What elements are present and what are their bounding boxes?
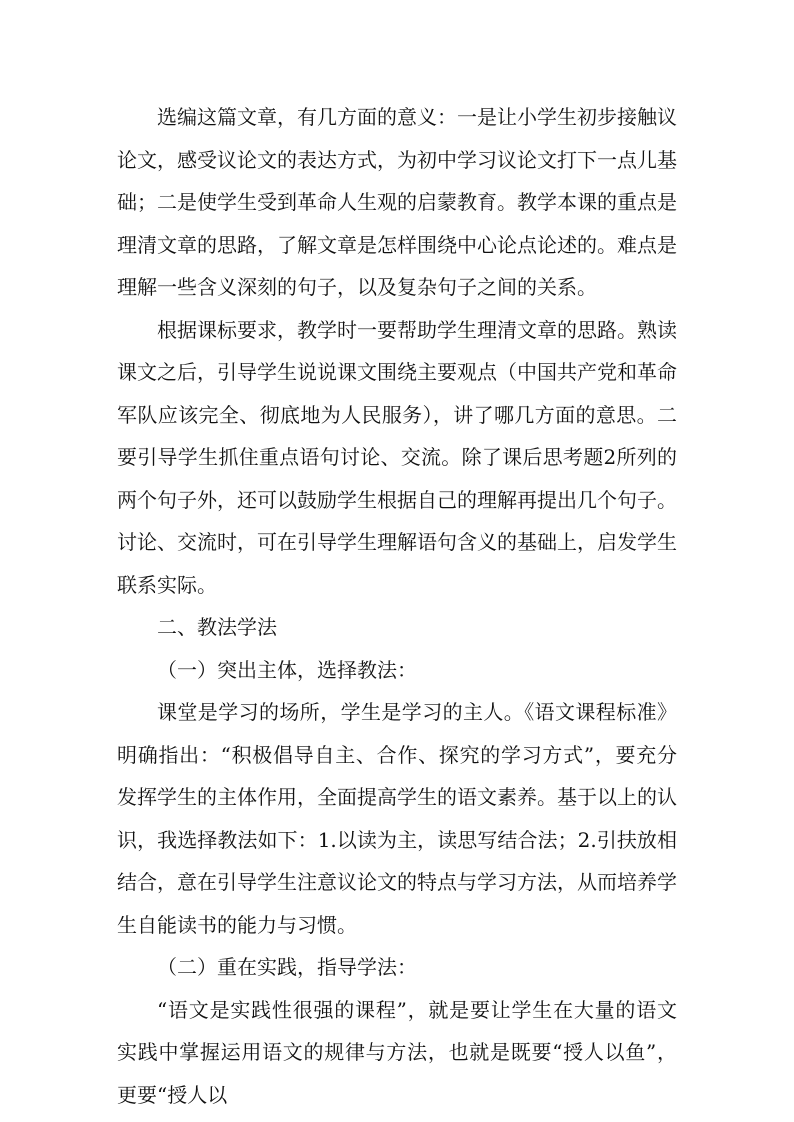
paragraph-significance: 选编这篇文章，有几方面的意义：一是让小学生初步接触议论文，感受议论文的表达方式，为初中学习议论文打下一点儿基础；二是使学生受到革命人生观的启蒙教育。教学本课的重点是理清文章的思路，了解文章是怎样围绕中心论点论述的。难点是理解一些含义深刻的句子，以及复杂句子之间的关系。 bbox=[117, 105, 677, 299]
paragraph-teaching-method: 课堂是学习的场所，学生是学习的主人。《语文课程标准》明确指出：“积极倡导自主、合作、探究的学习方式”，要充分发挥学生的主体作用，全面提高学生的语文素养。基于以上的认识，我选择教法如下：1.以读为主，读思写结合法；2.引扶放相结合，意在引导学生注意议论文的特点与学习方法，从而培养学生自能读书的能力与习惯。 bbox=[117, 700, 677, 937]
paragraph-learning-method: “语文是实践性很强的课程”，就是要让学生在大量的语文实践中掌握运用语文的规律与方法，也就是既要“授人以鱼”，更要“授人以 bbox=[117, 997, 677, 1107]
subheading-learning-method: （二）重在实践，指导学法： bbox=[157, 955, 417, 979]
paragraph-teaching-requirements: 根据课标要求，教学时一要帮助学生理清文章的思路。熟读课文之后，引导学生说说课文围绕主要观点（中国共产党和革命军队应该完全、彻底地为人民服务），讲了哪几方面的意思。二要引导学生抓住重点语句讨论、交流。除了课后思考题2所列的两个句子外，还可以鼓励学生根据自己的理解再提出几个句子。讨论、交流时，可在引导学生理解语句含义的基础上，启发学生联系实际。 bbox=[117, 317, 677, 597]
document-body bbox=[117, 96, 677, 1116]
section-heading-methods: 二、教法学法 bbox=[157, 615, 277, 639]
subheading-teaching-method: （一）突出主体，选择教法： bbox=[157, 657, 417, 682]
